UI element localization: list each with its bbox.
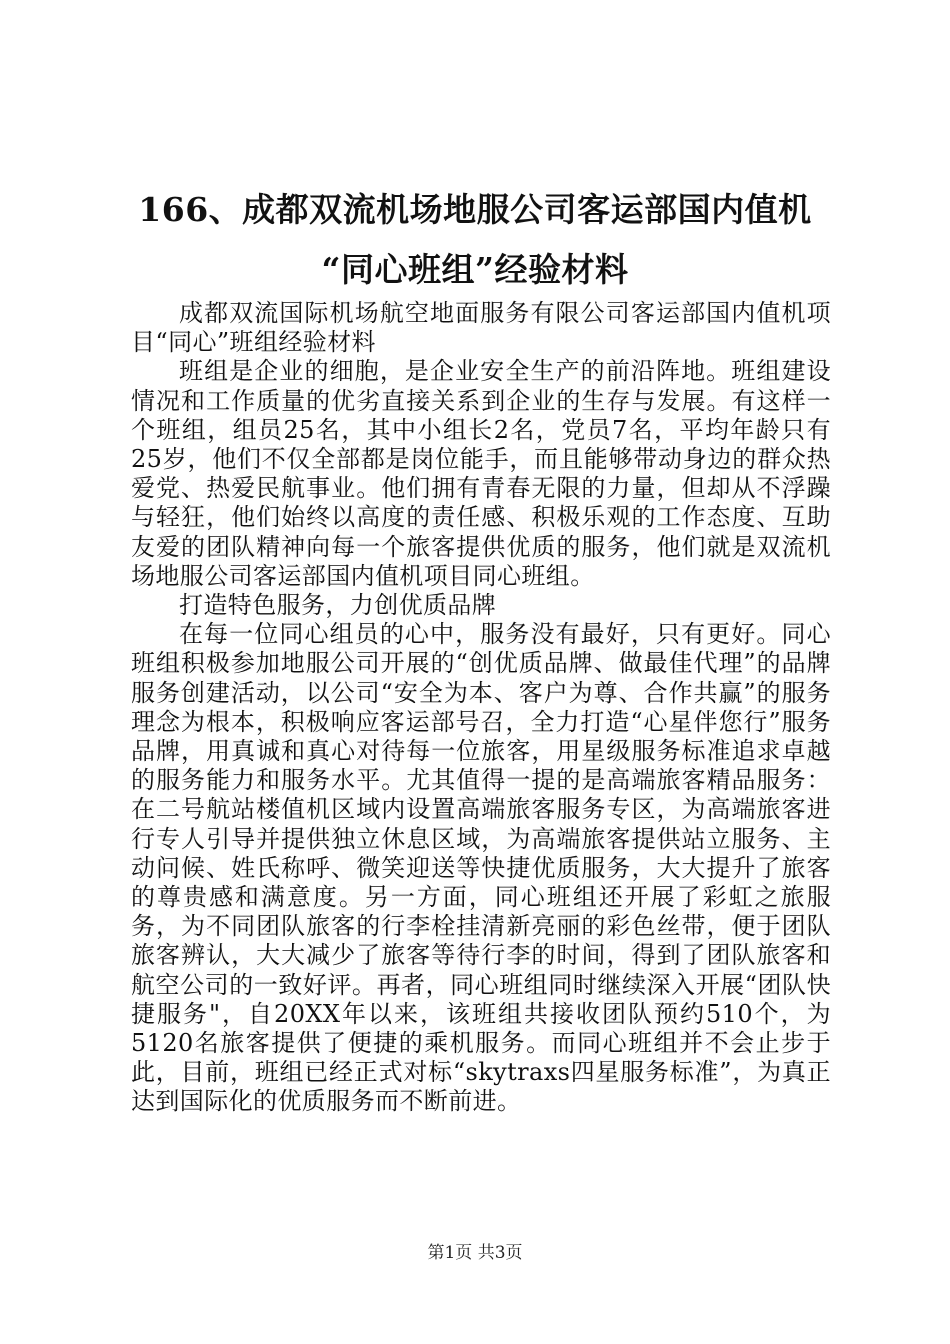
page-footer: 第1页 共3页 [427, 1243, 523, 1263]
paragraph-service-details: 在每一位同心组员的心中，服务没有最好，只有更好。同心班组积极参加地服公司开展的“创优质品牌、做最佳代理”的品牌服务创建活动，以公司“安全为本、客户为尊、合作共赢”的服务理念为根本，积极响应客运部号召，全力打造“心星伴您行”服务品牌，用真诚和真心对待每一位旅客，用星级服务标准追求卓越的服务能力和服务水平。尤其值得一提的是高端旅客精品服务：在二号航站楼值机区域内设置高端旅客服务专区，为高端旅客进行专人引导并提供独立休息区域，为高端旅客提供站立服务、主动问候、姓氏称呼、微笑迎送等快捷优质服务，大大提升了旅客的尊贵感和满意度。另一方面，同心班组还开展了彩虹之旅服务，为不同团队旅客的行李栓挂清新亮丽的彩色丝带，便于团队旅客辨认，大大减少了旅客等待行李的时间，得到了团队旅客和航空公司的一致好评。再者，同心班组同时继续深入开展“团队快捷服务"，自20XX年以来，该班组共接收团队预约510个，为5120名旅客提供了便捷的乘机服务。而同心班组并不会止步于此，目前，班组已经正式对标“skytraxs四星服务标准”，为真正达到国际化的优质服务而不断前进。 [131, 620, 831, 1116]
paragraph-team-overview: 班组是企业的细胞，是企业安全生产的前沿阵地。班组建设情况和工作质量的优劣直接关系到企业的生存与发展。有这样一个班组，组员25名，其中小组长2名，党员7名，平均年龄只有25岁，他们不仅全部都是岗位能手，而且能够带动身边的群众热爱党、热爱民航事业。他们拥有青春无限的力量，但却从不浮躁与轻狂，他们始终以高度的责任感、积极乐观的工作态度、互助友爱的团队精神向每一个旅客提供优质的服务，他们就是双流机场地服公司客运部国内值机项目同心班组。 [131, 357, 831, 590]
paragraph-intro: 成都双流国际机场航空地面服务有限公司客运部国内值机项目“同心”班组经验材料 [131, 299, 831, 357]
section-heading: 打造特色服务，力创优质品牌 [179, 591, 497, 620]
document-title-line-1: 166、成都双流机场地服公司客运部国内值机 [138, 190, 812, 229]
document-body [131, 299, 831, 1117]
document-title-line-2: “同心班组”经验材料 [321, 250, 629, 289]
